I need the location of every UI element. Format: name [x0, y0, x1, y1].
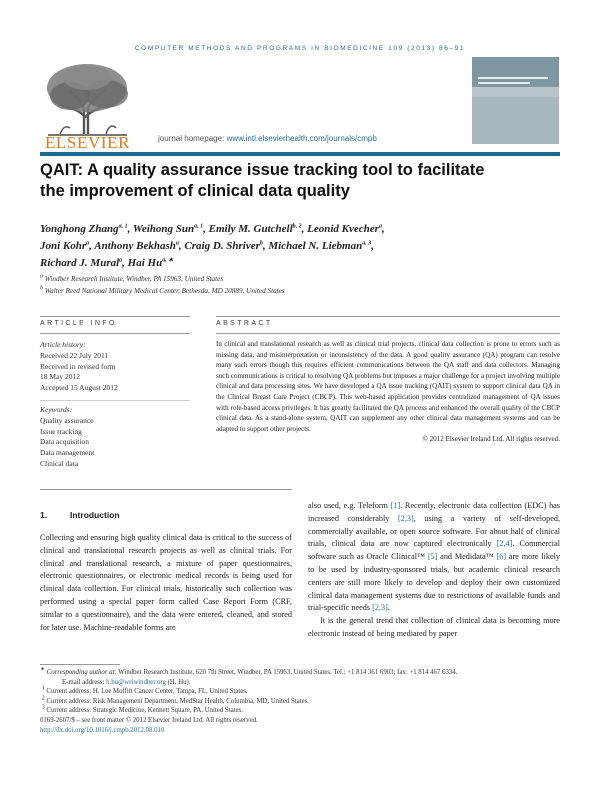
section-number: 1.	[40, 510, 48, 520]
author-line: Joni Kohr$^a$, Anthony Bekhash$^a$, Craig D. Shriver$^b$, Michael N. Liebman$^{a, 3}$,	[40, 240, 374, 252]
author-sup: b, 2	[292, 223, 302, 230]
footnote-mark: 1	[41, 685, 45, 692]
author-name: Leonid Kvecher	[307, 223, 379, 235]
abstract-body	[216, 339, 560, 445]
footnote-text: Current address: H. Lee Moffitt Cancer Center, Tampa, FL, United States.	[46, 688, 248, 696]
journal-homepage	[158, 134, 377, 143]
text-run: , using a variety of self-developed, commercially available, or open source software. For about half of clinical trials, clinical data are now captured electronically	[308, 513, 561, 549]
author-sup: a, 1	[194, 223, 204, 230]
history-entry: Received in revised form	[40, 361, 116, 371]
publisher-name: ELSEVIER	[44, 133, 131, 152]
email-label: E-mail address:	[62, 678, 107, 686]
doi-link[interactable]: http://dx.doi.org/10.1016/j.cmpb.2012.08.010	[40, 726, 165, 734]
cover-title-bar	[478, 77, 548, 79]
article-title	[40, 160, 560, 202]
keyword: Issue tracking	[40, 426, 82, 436]
author-sup: a	[378, 223, 382, 230]
author-name: Emily M. Gutchell	[208, 223, 293, 235]
citation-link[interactable]: [6]	[496, 552, 507, 562]
author-name: Craig D. Shriver	[184, 240, 260, 252]
citation-link[interactable]: [2,4]	[496, 539, 513, 549]
keywords-title: Keywords:	[40, 405, 73, 414]
corr-text: Windber Research Institute, 620 7th Street, Windber, PA 15963, United States. Tel.: +1 814 361 6903; fax: +1 814 467 6334.	[116, 669, 458, 676]
email-link[interactable]: h.hu@wriwindber.org	[106, 678, 166, 686]
homepage-link[interactable]: www.intl.elsevierhealth.com/journals/cmpb	[226, 134, 377, 143]
author-name: Richard J. Mural	[40, 257, 120, 269]
section-rule	[40, 316, 190, 317]
text-run: . Commercial software such as Oracle Clinical™	[308, 539, 560, 562]
paragraph: Collecting and ensuring high quality clinical data is critical to the success of clinical and translational research projects as well as clinical trials. For clinical and translational research, a mixture of paper questionnaires, electronic questionnaires, or electronic medical records is being used for clinical data collection. For clinical trials, historically such collection was performed using a special paper form called Case Report Form (CRF, similar to a questionnaire), and the data were entered, cleaned, and stored for later use. Machine-readable forms are	[40, 533, 292, 632]
text-run: also used, e.g. Teleform	[308, 501, 391, 510]
affiliation-mark: a	[40, 273, 43, 280]
affiliation	[40, 275, 223, 283]
email-note	[40, 678, 560, 688]
citation-link[interactable]: [1]	[390, 501, 401, 510]
paragraph: It is the general trend that collection of clinical data is becoming more electronic instead of being mediated by paper	[308, 616, 560, 638]
section-rule	[216, 333, 560, 334]
article-info-heading: ARTICLE INFO	[40, 320, 117, 327]
author-line: Richard J. Mural$^a$, Hai $Hu^{a, ∗}$	[40, 257, 174, 269]
footnote-mark: 3	[41, 705, 45, 712]
email-suffix: (H. Hu).	[165, 678, 191, 686]
footnote-text: Current address: Risk Management Department, MedStar Health, Columbia, MD, United States.	[46, 697, 309, 705]
author-sup: a	[175, 240, 179, 247]
text-run: are more likely to be used by industry-sponsored trials, but academic clinical research centers are still more likely to develop and deploy their own customized clinical data management systems due to restrictions of available funds and trial-specific needs	[308, 552, 561, 613]
copyright-line: © 2012 Elsevier Ireland Ltd. All rights reserved.	[422, 435, 560, 444]
history-title: Article history:	[40, 340, 86, 349]
text-run: and Medidata™	[437, 552, 497, 562]
affiliation-text: Windber Research Institute, Windber, PA 15963, United States	[44, 275, 224, 283]
footnote-mark: 2	[41, 695, 45, 702]
section-rule	[40, 489, 292, 490]
article-history	[40, 340, 190, 394]
affiliation-text: Walter Reed National Military Medical Center, Bethesda, MD 20889, United States	[44, 287, 285, 295]
corresponding-author-note	[40, 668, 560, 678]
author-sup: a	[86, 240, 90, 247]
footnote	[40, 706, 560, 716]
history-entry: Accepted 15 August 2012	[40, 383, 118, 393]
section-rule	[40, 333, 190, 334]
author-name: Michael N. Liebman	[268, 240, 363, 252]
body-column-right	[308, 500, 560, 641]
section-rule	[216, 316, 560, 317]
author-name: Hai Hu	[127, 257, 163, 269]
author-name: Yonghong Zhang	[40, 223, 119, 235]
corr-label: Corresponding author at:	[46, 669, 117, 676]
abstract-text: In clinical and translational research as well as clinical trial projects, clinical data collection is prone to errors such as missing data, and misinterpretation or inconsistency of the data. A good quality assurance (QA) program can resolve many such errors though this requires efficient communications between the QA staff and data collectors. Managing such communications is critical to resolving QA problems but imposes a major challenge for a project involving multiple clinical and data processing sites. We have developed a QA issue tracking (QAIT) system to support clinical data QA in the Clinical Breast Care Project (CBCP). This web-based application provides centralized management of QA issues with role-based access privileges. It has greatly facilitated the QA process and enhanced the overall quality of the CBCP clinical data. As a stand-alone system, QAIT can supplement any other clinical data management systems and can be adapted to support other projects.	[216, 340, 560, 433]
affiliation-mark: b	[40, 285, 43, 292]
citation-link[interactable]: [2,3]	[372, 603, 388, 613]
keyword: Quality assurance	[40, 415, 94, 425]
footnote-text: Current address: Strategic Medicine, Kennett Square, PA, United States.	[46, 707, 243, 715]
paragraph	[308, 500, 560, 615]
history-entry: 18 May 2012	[40, 372, 80, 382]
keyword: Clinical data	[40, 458, 79, 468]
title-line: the improvement of clinical data quality	[40, 182, 350, 200]
issn-line: 0169-2607/$ – see front matter © 2012 Elsevier Ireland Ltd. All rights reserved.	[40, 716, 258, 724]
intro-heading	[40, 510, 120, 520]
affiliation	[40, 287, 285, 295]
abstract-heading: ABSTRACT	[216, 320, 273, 327]
author-sup: a, ∗	[162, 257, 174, 264]
author-name: Joni Kohr	[40, 240, 87, 252]
text-run: .	[387, 603, 390, 613]
text-run: . Recently, electronic data collection (EDC) has increased considerably	[308, 501, 560, 523]
running-head: COMPUTER METHODS AND PROGRAMS IN BIOMEDICINE 109 (2013) 86–91	[134, 45, 466, 52]
keyword: Data management	[40, 448, 95, 458]
journal-cover-thumbnail	[472, 57, 559, 144]
footnotes	[40, 668, 560, 735]
footnote-rule	[40, 664, 120, 665]
section-rule	[40, 400, 190, 401]
homepage-label: journal homepage:	[158, 134, 225, 143]
body-column-left	[40, 532, 292, 634]
citation-link[interactable]: [2,3]	[398, 513, 414, 523]
keyword: Data acquisition	[40, 437, 89, 447]
cover-title-bar	[478, 82, 530, 84]
header-rule	[40, 152, 560, 156]
footnote	[40, 687, 560, 697]
author-name: Weihong Sun	[132, 223, 195, 235]
history-entry: Received 22 July 2011	[40, 350, 109, 360]
keywords	[40, 405, 190, 470]
footnote	[40, 697, 560, 707]
author-line: Yonghong Zhang$^{a, 1}$, Weihong Sun$^{a, 1}$, Emily M. Gutchell$^{b, 2}$, Leonid Kvecher$^a$,	[40, 223, 385, 235]
cover-art	[472, 97, 559, 144]
author-list	[40, 221, 560, 272]
footnote-mark: ∗	[40, 666, 46, 673]
section-title: Introduction	[70, 510, 120, 520]
author-sup: a, 3	[362, 240, 372, 247]
author-name: Anthony Bekhash	[94, 240, 176, 252]
citation-link[interactable]: [5]	[427, 552, 438, 562]
author-sup: a, 1	[118, 223, 128, 230]
author-sup: b	[259, 240, 263, 247]
author-sup: a	[119, 257, 123, 264]
title-line: QAIT: A quality assurance issue tracking tool to facilitate	[40, 161, 485, 179]
